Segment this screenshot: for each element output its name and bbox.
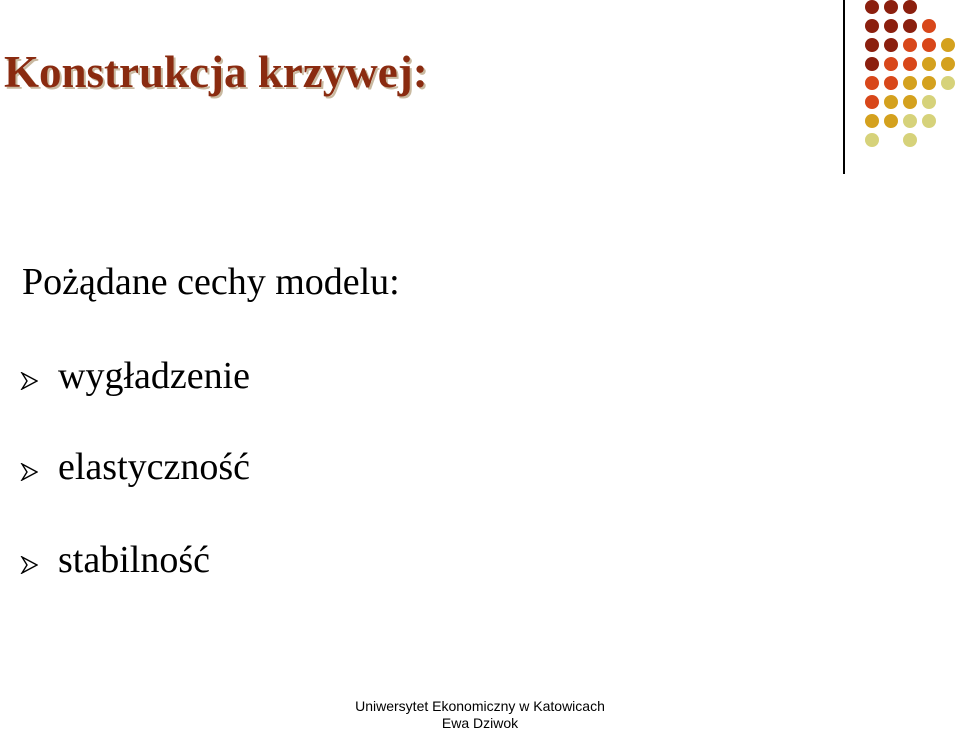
decorative-dot	[865, 57, 879, 71]
decorative-dot	[922, 76, 936, 90]
bullet-text: stabilność	[58, 539, 210, 581]
decorative-dot	[922, 95, 936, 109]
decorative-dot	[865, 76, 879, 90]
decorative-dot	[922, 57, 936, 71]
decorative-dot	[884, 114, 898, 128]
decorative-dot	[884, 57, 898, 71]
arrowhead-bullet-icon	[20, 556, 38, 574]
decorative-dot	[941, 38, 955, 52]
decorative-dot	[903, 95, 917, 109]
decorative-dot	[903, 19, 917, 33]
decorative-dot	[903, 38, 917, 52]
decorative-dot	[884, 38, 898, 52]
decorative-dot	[884, 76, 898, 90]
decorative-dot	[903, 76, 917, 90]
footer	[0, 698, 960, 732]
decorative-dot	[865, 114, 879, 128]
decorative-dot	[884, 0, 898, 14]
decorative-dot	[865, 95, 879, 109]
decorative-dot	[903, 133, 917, 147]
decorative-dot	[941, 57, 955, 71]
decorative-dot	[903, 114, 917, 128]
decorative-dot	[865, 19, 879, 33]
decorative-dot	[903, 0, 917, 14]
decorative-dot	[884, 95, 898, 109]
footer-institution: Uniwersytet Ekonomiczny w Katowicach	[355, 698, 605, 714]
footer-author: Ewa Dziwok	[441, 715, 519, 731]
decorative-dot	[865, 0, 879, 14]
decorative-dot	[922, 19, 936, 33]
decorative-dot	[922, 38, 936, 52]
decorative-dot	[865, 38, 879, 52]
bullet-text: wygładzenie	[58, 355, 251, 397]
slide-title: Konstrukcja krzywej:	[4, 47, 428, 97]
vertical-divider-line	[843, 0, 845, 174]
bullet-text: elastyczność	[58, 446, 251, 488]
slide-subtitle: Pożądane cechy modelu:	[22, 261, 400, 303]
decorative-dot	[903, 57, 917, 71]
decorative-dot	[922, 114, 936, 128]
arrowhead-bullet-icon	[20, 372, 38, 390]
decorative-dot	[865, 133, 879, 147]
decorative-dot	[941, 76, 955, 90]
decorative-dot	[884, 19, 898, 33]
arrowhead-bullet-icon	[20, 463, 38, 481]
